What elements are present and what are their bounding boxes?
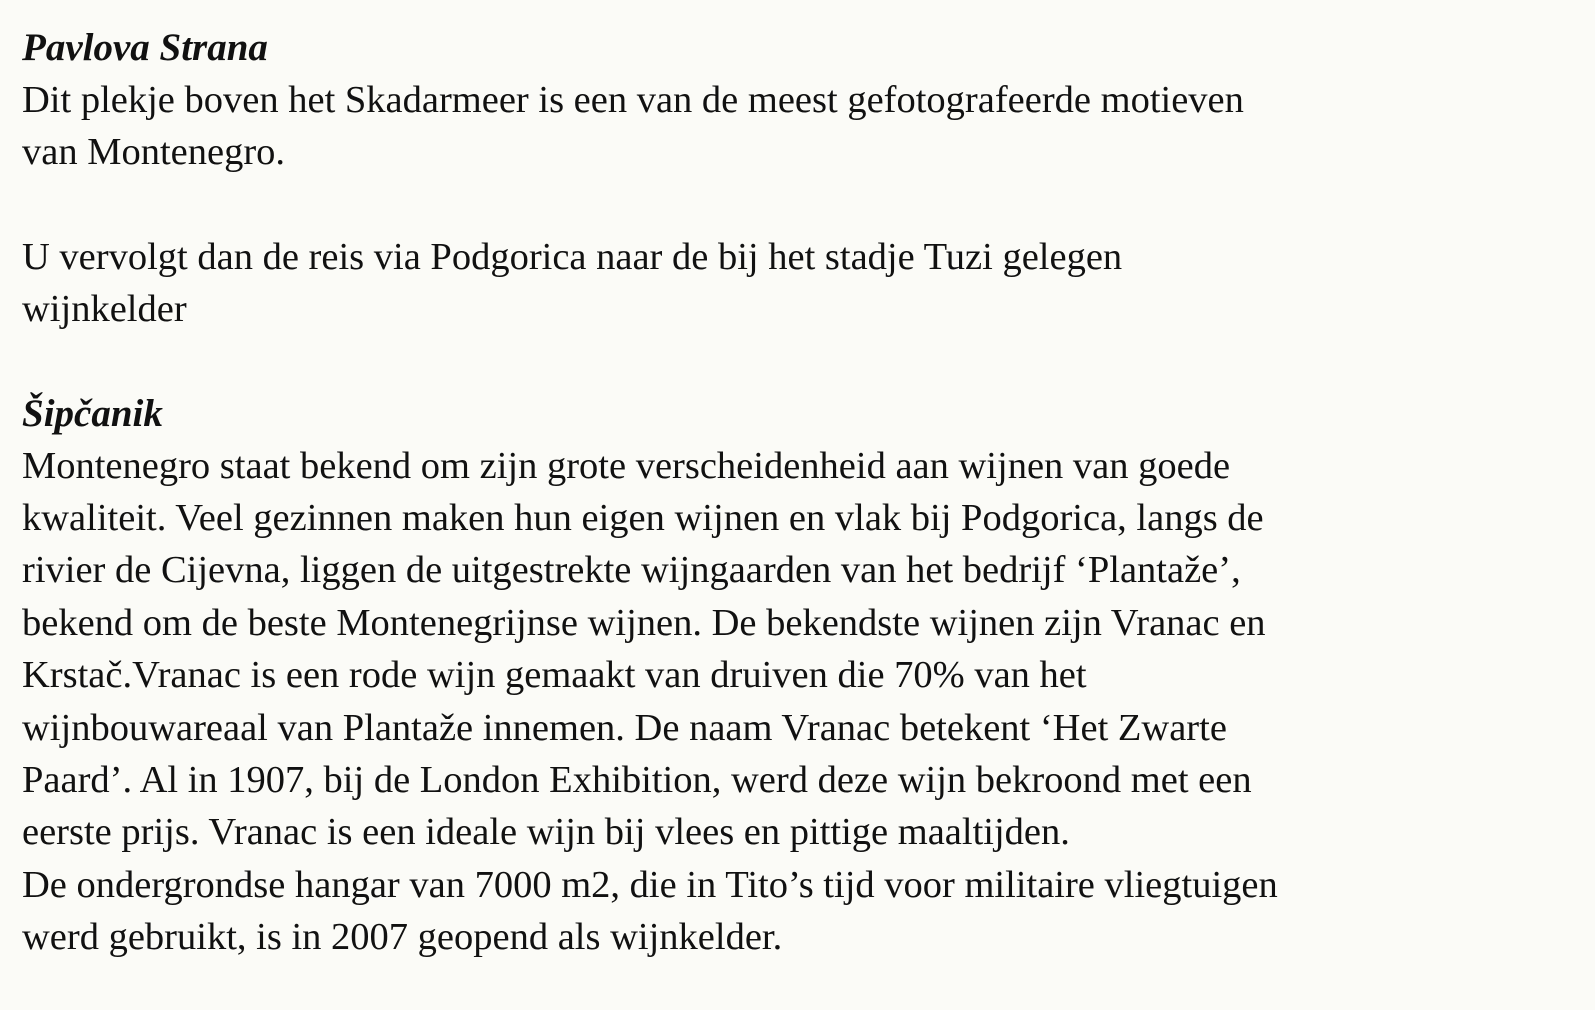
section-heading: Pavlova Strana bbox=[22, 26, 268, 69]
text-line: kwaliteit. Veel gezinnen maken hun eigen wijnen en vlak bij Podgorica, langs de bbox=[22, 497, 1264, 540]
text-line: werd gebruikt, is in 2007 geopend als wijnkelder. bbox=[22, 916, 783, 959]
paragraph bbox=[22, 74, 1575, 179]
text-line: rivier de Cijevna, liggen de uitgestrekte wijngaarden van het bedrijf ‘Plantaže’, bbox=[22, 549, 1241, 592]
text-line: Krstač.Vranac is een rode wijn gemaakt van druiven die 70% van het bbox=[22, 654, 1087, 697]
text-line: De ondergrondse hangar van 7000 m2, die in Tito’s tijd voor militaire vliegtuigen bbox=[22, 863, 1278, 906]
section-travel bbox=[22, 231, 1575, 336]
text-line: Dit plekje boven het Skadarmeer is een van de meest gefotografeerde motieven bbox=[22, 79, 1244, 121]
text-line: eerste prijs. Vranac is een ideale wijn bij vlees en pittige maaltijden. bbox=[22, 811, 1070, 854]
section-sipcanik bbox=[22, 388, 1575, 964]
paragraph-spacer bbox=[22, 179, 1575, 231]
section-heading: Šipčanik bbox=[22, 391, 163, 435]
text-line: van Montenegro. bbox=[22, 131, 286, 174]
paragraph bbox=[22, 231, 1575, 336]
text-line: Paard’. Al in 1907, bij de London Exhibition, werd deze wijn bekroond met een bbox=[22, 759, 1252, 802]
text-line: wijnbouwareaal van Plantaže innemen. De naam Vranac betekent ‘Het Zwarte bbox=[22, 706, 1227, 749]
text-line: U vervolgt dan de reis via Podgorica naar de bij het stadje Tuzi gelegen bbox=[22, 235, 1123, 278]
section-pavlova-strana bbox=[22, 22, 1575, 179]
text-line: Montenegro staat bekend om zijn grote verscheidenheid aan wijnen van goede bbox=[22, 444, 1231, 487]
paragraph bbox=[22, 440, 1575, 964]
text-line: wijnkelder bbox=[22, 288, 187, 331]
paragraph-spacer bbox=[22, 336, 1575, 388]
text-line: bekend om de beste Montenegrijnse wijnen. De bekendste wijnen zijn Vranac en bbox=[22, 601, 1266, 644]
